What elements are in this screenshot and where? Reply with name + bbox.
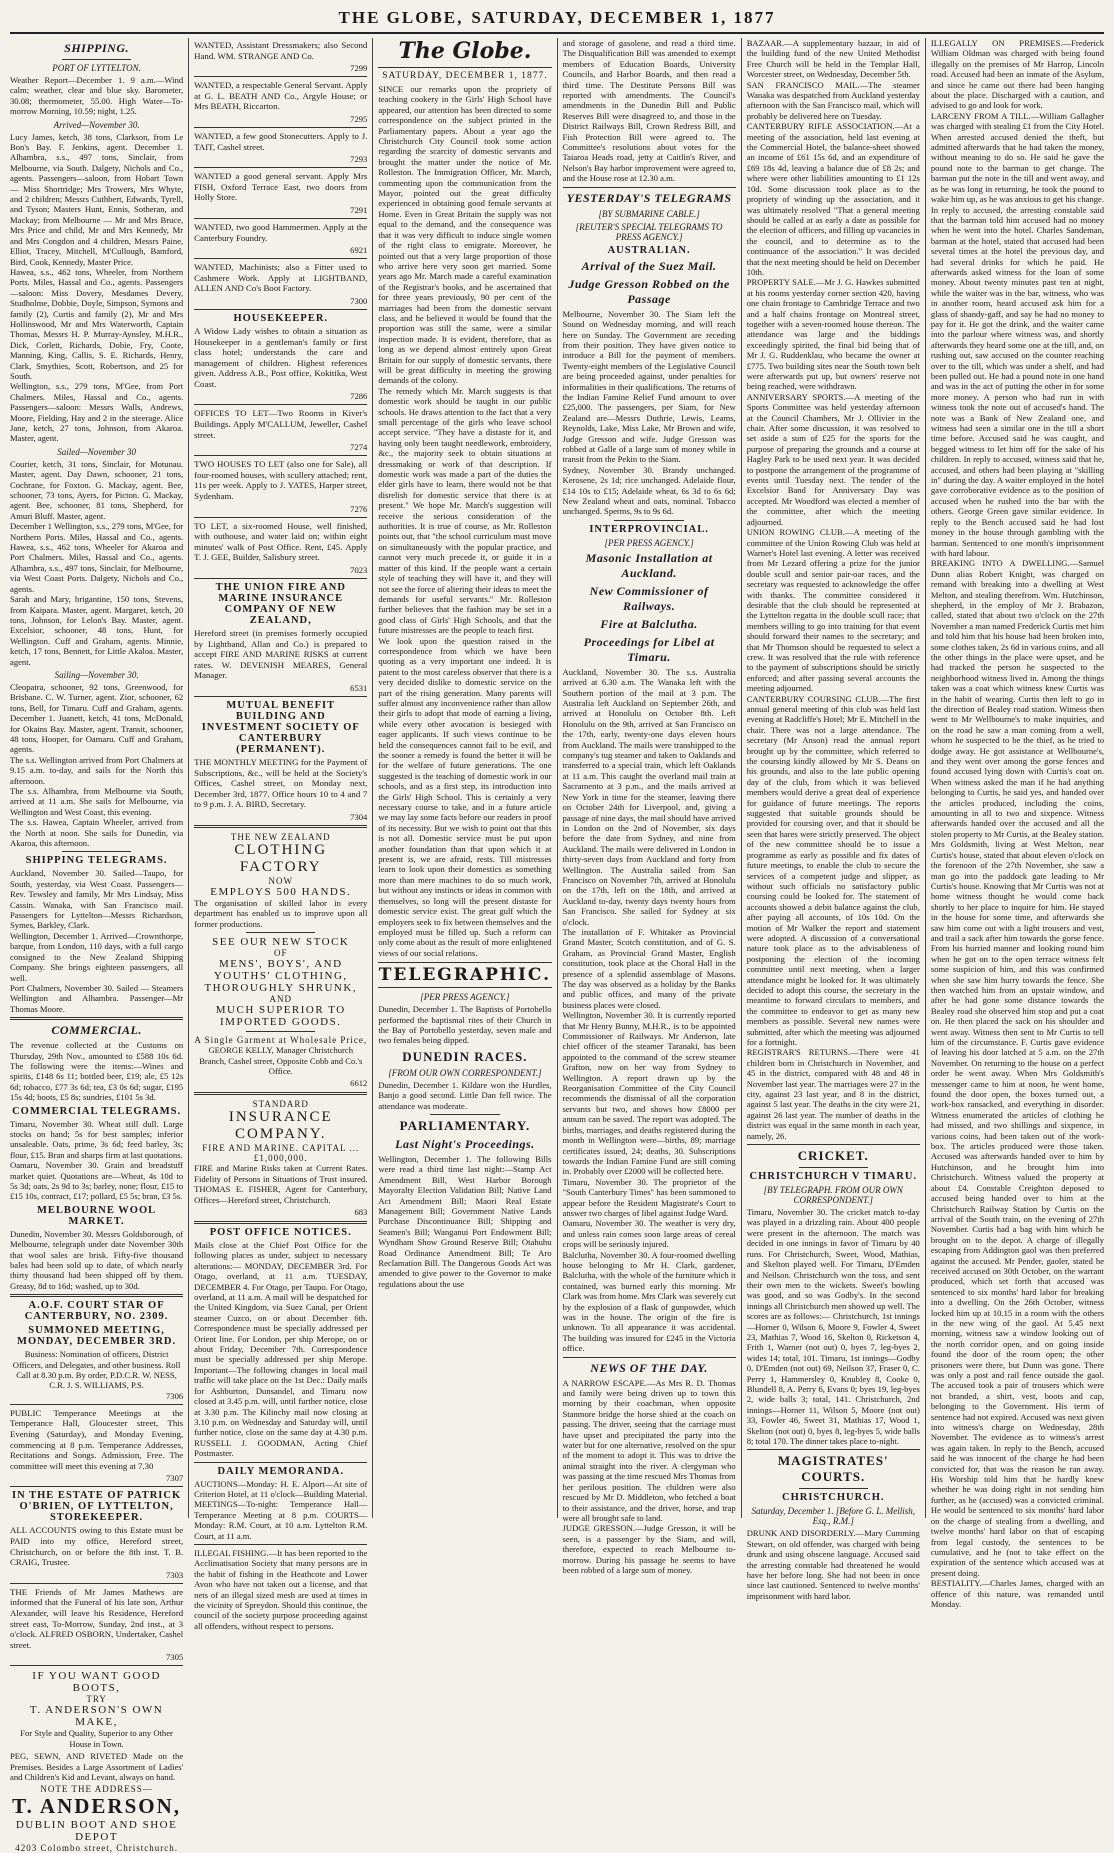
divider: [194, 76, 367, 77]
divider: [10, 1294, 183, 1297]
parliamentary-text: Wellington, December 1. The following Bills were read a third time last night:—Stamp Act Amendment Bill, West Harbor Borough Mayoralty Election Validation Bill; Native Land Act Amendment Bill; Maori Real Estate Management Bill; Government Native Lands Purchase Discontinuance Bill; Shipping and Seamen's Bill; Wanganui Port Endowment Bill; Wyndham Show Ground Reserve Bill; Otahuhu Road Ordinance Amendment Bill; Te Aro Reclamation Bill. The Dangerous Goods Act was amended to give power to the Governor to make regulations about the use: [378, 1153, 552, 1289]
divider: [194, 218, 367, 219]
divider: [799, 1167, 868, 1168]
press-agency-note: [PER PRESS AGENCY.]: [420, 992, 510, 1003]
news-item: JUDGE GRESSON.—Judge Gresson, it will be seen, is a passenger by the Siam, and will, therefore, expected to reach Melbourne to-morrow. During his passage he seems to have been robbed of a large sum of money.: [562, 1523, 736, 1575]
wanted-ad: WANTED, a respectable General Servant. Apply at G. L. BEATH AND Co., Argyle House; or Mrs BEATH, Riccarton.: [194, 80, 368, 112]
shipping-note: The s.s. Hawea, Captain Wheeler, arrived from the North at noon. She sails for Dunedin, via Akaroa, this afternoon.: [10, 817, 184, 849]
shipping-telegrams-heading: SHIPPING TELEGRAMS.: [25, 855, 168, 867]
summoned-meeting: SUMMONED MEETING, MONDAY, DECEMBER 3RD.: [17, 1325, 177, 1348]
divider: [747, 1144, 920, 1145]
divider: [62, 851, 131, 852]
divider: [194, 309, 367, 310]
ad-number: 7293: [350, 154, 368, 165]
balclutha-telegram: Balclutha, November 30. A four-roomed dwelling house belonging to Mr H. Clark, gardener, Balclutha, with the whole of the furniture which it contained, was burned early this morning. Mr Clark was from home. Mrs Clark was severely cut by the explosion of a flask of gunpowder, which was in the house. The origin of the fire is unknown. To all appearance it was accidental. The building was insured for £245 in the Victoria office.: [562, 1249, 736, 1354]
masonic-text: The installation of F. Whitaker as Provincial Grand Master, Scotch constitution, and of G. S. Graham, as Provincial Grand Master, English constitution, took place at the Choral Hall in the presence of a splendid assemblage of Masons. The day was observed as a holiday by the Banks and public offices, and many of the private business places were closed.: [562, 926, 736, 1010]
clothing-line: AND: [269, 994, 292, 1005]
masthead-title: THE GLOBE,: [338, 8, 464, 27]
ad-number: 7023: [350, 565, 368, 575]
interprovincial-heading: INTERPROVINCIAL.: [589, 523, 709, 535]
estate-heading: IN THE ESTATE OF PATRICK O'BRIEN, OF LYTTELTON, STOREKEEPER.: [12, 1490, 182, 1524]
correspondent-note: [FROM OUR OWN CORRESPONDENT.]: [388, 1067, 542, 1078]
divider: [194, 578, 367, 579]
wellington-arrival: Wellington, s.s., 279 tons, M'Gee, from Port Chalmers. Miles, Hassal and Co., agents. Passengers—saloon: Messrs Walls, Andrews, Moore, Fielding, Hay and 2 in the steerage. Alice Jane, ketch, 27 tons, Johnson, from Akaroa. Master, agent.: [10, 381, 184, 444]
ad-number: 7306: [165, 1390, 184, 1401]
wanted-ad: WANTED, Assistant Dressmakers; also Second Hand. WM. STRANGE AND Co.: [194, 40, 368, 61]
masthead: [10, 6, 1104, 34]
housekeeper-heading: HOUSEKEEPER.: [233, 312, 329, 324]
news-item: UNION ROWING CLUB.—A meeting of the committee of the Union Rowing Club was held at Warner's Hotel last evening. A letter was received from Mr Lezard offering a prize for the junior double scull and senior pair-oar races, and the secretary was requested to acknowledge the offer with thanks. The committee considered it desirable that the club should be represented at the Lyttelton regatta in the double scull race; that members willing to go into training for that event should forward their names to the secretary; and that Mr Thomson should be requested to select a crew. It was resolved that the rule with reference to the payment of subscriptions should be strictly enforced; and after passing several accounts the meeting adjourned.: [746, 527, 920, 694]
shipping-telegram: Port Chalmers, November 30. Sailed — Steamers Wellington and Alhambra. Passenger—Mr Thomas Moore.: [10, 982, 184, 1014]
divider: [430, 1114, 499, 1115]
cricket-telegraph-note: [BY TELEGRAPH. FROM OUR OWN CORRESPONDENT.]: [763, 1185, 903, 1206]
editorial-title: The Globe.: [398, 38, 532, 64]
mutual-ad: THE MONTHLY MEETING for the Payment of Subscriptions, &c., will be held at the Society's Offices, Cashel street, on Monday next, December 3rd, 1877. Office hours 10 to 4 and 7 to 9 p.m. J. A. BIRD, Secretary.: [194, 756, 368, 810]
divider: [194, 1544, 367, 1545]
news-item: SAN FRANCISCO MAIL.—The steamer Wanaka was despatched from Auckland yesterday afternoon with the San Francisco mail, which will probably be delivered here on Tuesday.: [746, 79, 920, 121]
memoranda-heading: DAILY MEMORANDA.: [217, 1465, 345, 1477]
ad-number: 7303: [165, 1569, 184, 1580]
arrived-heading: Arrived—November 30.: [53, 119, 140, 130]
clothing-line: OF: [274, 948, 288, 959]
sarah-list: Sarah and Mary, brigantine, 150 tons, Stevens, from Kaipara. Master, agent. Margaret, ketch, 20 tons, Johnson, for Lelon's Bay. Master, agent. Excelsior, schooner, 48 tons, Hunt, for Wellington. Cuff and Graham, agents. Minnie, ketch, 17 tons, Bennett, for Little Akaloa. Master, agent.: [10, 594, 184, 667]
auckland-telegram: Auckland, November 30. The s.s. Australia arrived at 6.30 a.m. The Wanaka left with the Southern portion of the mail at 3 p.m. The Australia left Auckland on September 26th, and arrived at Honolulu on October 8th. Left Honolulu on the 9th, arrived at San Francisco on the 17th, early, twenty-one days eleven hours from Auckland. The mails were transhipped to the company's tug steamer and taken to Oaklands and transferred to a special train, which left Oaklands at 11 a.m. This caught the overland mail train at Sacramento at 3 p.m., and the mails arrived at New York in time for the steamer, leaving there on October 24th for Liverpool, and, giving a passage of nine days, the mail should have arrived in London on the 2nd of November, six days before the date from Sydney, and nine from Auckland. The mails were delivered in London in thirty-seven days from Auckland and forty from Wellington. The Australia sailed from San Francisco on November 7th, arrived at Honolulu on the 17th, left on the 18th, and arrived at Auckland to-day, twenty days twenty hours from San Francisco. She sailed for Sydney at six o'clock.: [562, 666, 736, 927]
oamaru-telegram: Oamaru, November 30. The weather is very dry, and unless rain comes soon large areas of cereal crops will be seriously injured.: [562, 1218, 736, 1250]
ad-number: 7299: [350, 63, 368, 74]
clothing-line: SEE OUR NEW STOCK: [212, 936, 350, 949]
divider: [194, 1221, 367, 1224]
divider: [10, 1665, 183, 1666]
news-item: BAZAAR.—A supplementary bazaar, in aid of the building fund of the new United Methodist Free Church will be held in the Templar Hall, Worcester street, on Wednesday, December 5th.: [746, 38, 920, 80]
news-of-the-day-heading: NEWS OF THE DAY.: [590, 1360, 708, 1375]
magistrates-date: Saturday, December 1. [Before G. L. Mellish, Esq., R.M.]: [751, 1506, 916, 1527]
masthead-date: SATURDAY, DECEMBER 1, 1877: [471, 8, 776, 27]
races-heading: DUNEDIN RACES.: [402, 1048, 528, 1064]
suez-mail-heading: Arrival of the Suez Mail.: [581, 258, 717, 273]
ad-number: 683: [354, 1207, 368, 1217]
commercial-telegrams-heading: COMMERCIAL TELEGRAMS.: [12, 1105, 182, 1117]
boots-ad: [10, 1670, 183, 1853]
clothing-ad: [194, 832, 367, 1088]
commercial-heading: COMMERCIAL.: [51, 1023, 142, 1038]
wool-market: Dunedin, November 30. Messrs Goldsborough, of Melbourne, telegraph under date November 30th that wool sales are brisk. Fifty-five thousand bales had been sold up to date, of which nearly thirty thousand had been shipped off by them. Greasy, 8d to 16d; washed, up to 30d.: [10, 1228, 184, 1291]
parliamentary-heading: PARLIAMENTARY.: [399, 1117, 531, 1133]
column-5: [741, 38, 925, 1601]
boots-line: DUBLIN BOOT AND SHOE DEPOT: [15, 1819, 178, 1844]
races-text: Dunedin, December 1. Kildare won the Hurdles, Banjo a good second. Little Dan fell twice. The attendance was moderate.: [378, 1079, 552, 1111]
temperance-ad: PUBLIC Temperance Meetings at the Temperance Hall, Gloucester street, This Evening (Saturday), and Monday Evening, commencing at 8 p.m. Temperance Addresses, Recitations and Songs. Admission, Free. The committee will meet this evening at 7.30: [10, 1407, 184, 1471]
wanted-ad: WANTED, two good Hammermen. Apply at the Canterbury Foundry.: [194, 221, 368, 243]
reuter-note: [REUTER'S SPECIAL TELEGRAMS TO PRESS AGENCY.]: [575, 221, 723, 242]
houses-ad: TWO HOUSES TO LET (also one for Sale), all four-roomed houses, with scullery attached; rent, 11s per week. Apply to J. YATES, Harper street, Sydenham.: [194, 459, 368, 502]
australian-heading: AUSTRALIAN.: [607, 244, 691, 256]
standard-line: STANDARD: [252, 1099, 309, 1110]
clothing-line: CLOTHING FACTORY: [234, 841, 328, 875]
sailing-list: Cleopatra, schooner, 92 tons, Greenwood, for Brisbane. C. W. Turner, agent. Zior, schooner, 62 tons, Bell, for Timaru. Cuff and Graham, agents. December 1. Juanett, ketch, 41 tons, McDonald, for Okains Bay. Master, agent. Transit, schooner, 48 tons, Hooper, for Oamaru. Cuff and Graham, agents.: [10, 681, 184, 755]
timaru-telegram: Timaru, November 30. The proprietor of the "South Canterbury Times" has been summoned to appear before the Resident Magistrate's Court to answer two charges of libel against Judge Ward.: [562, 1176, 736, 1218]
to-let-ad: TO LET, a six-roomed House, well finished, with outhouse, and water laid on; within eight minutes' walk of Post Office. Rent, £45. Apply T. J. GEE, Builder, Salisbury street.: [194, 520, 368, 563]
clothing-line: THE NEW ZEALAND: [230, 831, 331, 842]
cricket-heading: CRICKET.: [797, 1148, 869, 1164]
news-item: REGISTRAR'S RETURNS.—There were 41 children born in Christchurch in November, and 45 in the district, compared with 48 and 48 in November last year. The marriages were 27 in the city, against 23 last year, and 8 in the district, against 5 last year. The deaths in the city were 21, against 26 last year. The number of deaths in the district was equal in the same month in each year, namely, 26.: [746, 1047, 920, 1141]
post-office-notices: Mails close at the Chief Post Office for the following places as under, subject to necessary alterations:— MONDAY, DECEMBER 3rd. For Otago, overland, at 11 a.m. TUESDAY, DECEMBER 4. For Otago, per Taupo. For Otago, overland, at 11 a.m. A mail will be despatched for the United Kingdom, via Suez Canal, per Orient steamer Cuzco, on or about December 6th. Correspondence must be specially addressed per Orient line. For London, per ship Merope, on or about Friday, December 7th. Correspondence must be specially addressed per ship Merope. Important—The following changes in local mail traffic will take place on the 1st Dec.: Daily mails for Ashburton, Dunsandel, and Timaru now closed at 3.45 p.m. will, until further notice, close at 3.30 p.m. The Kilinchy mail now closing at 3.10 p.m. on Wednesday and Saturday will, until further notice, close on the same day at 4.30 p.m. RUSSELL J. GOODMAN, Acting Chief Postmaster.: [194, 1240, 368, 1459]
divider: [194, 258, 367, 259]
divider: [194, 404, 367, 405]
divider: [563, 1357, 736, 1358]
divider: [10, 1017, 183, 1020]
clothing-line: MUCH SUPERIOR TO: [215, 1004, 346, 1017]
columns: [10, 38, 1105, 1853]
court-case: BESTIALITY.—Charles James, charged with an offence of this nature, was remanded until Monday.: [930, 1578, 1105, 1609]
ad-number: 7305: [165, 1652, 184, 1663]
housekeeper-ad: A Widow Lady wishes to obtain a situation as Housekeeper in a gentleman's family or first class hotel; understands the care and management of children. Highest references given. Address A.B., Post office, Kokitika, West Coast.: [194, 325, 368, 389]
column-3: [372, 38, 556, 1518]
cricket-match-heading: CHRISTCHURCH V TIMARU.: [749, 1171, 918, 1183]
telegraphic-heading: TELEGRAPHIC.: [378, 962, 551, 988]
news-item: ANNIVERSARY SPORTS.—A meeting of the Sports Committee was held yesterday afternoon at the Council Chambers, Mr J. Ollivier in the chair. After some discussion, it was resolved to set aside a sum of £25 for the sports for the purpose of preparing the grounds and a course at Hagley Park to be used next year. It was decided to postpone the arrangement of the programme of events until Tuesday next. The tender of the Excelsior Band for Anniversary Day was accepted. Mr Woodford was elected a member of the committee, after which the meeting adjourned.: [746, 391, 920, 527]
divider: [10, 1583, 183, 1584]
funeral-notice: THE Friends of Mr James Mathews are informed that the Funeral of his late son, Arthur Alexander, will leave his Residence, Hereford street east, To-Morrow, Sunday, 2nd inst., at 3 o'clock. ALFRED OSBORN, Undertaker, Cashel street.: [10, 1586, 184, 1650]
shipping-note: The s.s. Wellington arrived from Port Chalmers at 9.15 a.m. to-day, and sails for the North this afternoon.: [10, 754, 184, 786]
wellington-telegram: Wellington, November 30. It is currently reported that Mr Henry Bunny, M.H.R., is to be appointed Commissioner of Railways. Mr Anderson, late chief officer of the steamer Taranaki, has been appointed to the command of the screw steamer Grafton, now on her way from Sydney to Wellington. A report drawn up by the Reorganisation Committee of the City Council recommends the dismissal of all the corporation servants but two, and shows how £8000 per annum can be saved. The report was adopted. The births, marriages, and deaths registered during the month in Wellington were—births, 89; marriage certificates issued, 24; deaths, 30. Subscriptions towards the Indian Famine Fund are still coming in. Probably over £2000 will be collected here.: [562, 1010, 736, 1177]
mutual-heading: MUTUAL BENEFIT BUILDING AND INVESTMENT SOCIETY OF CANTERBURY (PERMANENT).: [201, 699, 360, 755]
divider: [246, 1031, 315, 1032]
news-item: CANTERBURY RIFLE ASSOCIATION.—At a meeting of the association, held last evening at the Commercial Hotel, the balance-sheet showed an income of £61 15s 6d, and an expenditure of £69 18s 4d, leaving a balance due of £8 2s; and where were other liabilities amounting to £1 12s 10d. Some discussion took place as to the propriety of winding up the association, and it was ultimately resolved "That a general meeting should be called at as early a date as possible for the election of officers, and filling up vacancies in the council, and to determine as to the continuance of the association." It was decided that the next meeting should be held on December 10th.: [746, 121, 920, 277]
arrivals: Lucy James, ketch, 38 tons, Clarkson, from Le Bon's Bay. F. Jenkins, agent. December 1. Alhambra, s.s., 497 tons, Sinclair, from Melbourne, via South. Dalgety, Nichols and Co., agents. Passengers—saloon, from Hobart Town — Miss Shortridge; Mrs Trowers, Mrs Whyte, and 2 children; Messrs Cuthbert, Edwards, Tyrell, and Tyson; Masters Hunt, Ennis, Sotheran, and Mackay; from Melbourne — Mr and Mrs Bruce, Mrs Price and child, Mr and Mrs Kennedy, Mr and Mrs Congdon and 4 children, Messrs Paine, Elliot, Tracey, Mitchell, M'Cullough, Bamford, Bird, Cook, Kennedy, Master Price.: [10, 131, 184, 267]
editorial-paragraph: We look upon the question raised in the correspondence from which we have been quoting as a very important one indeed. It is patent to the most careless observer that there is a very decided dislike to domestic service on the part of the rising generation. Many parents will suffer almost any inconvenience rather than allow their girls to adopt that mode of earning a living, while every other avocation is besieged with eager applicants. If such views continue to be held the consequences cannot fail to be evil, and the sooner a remedy is found the better it will be for the welfare of future generations. The one suggested is the teaching of domestic work in our schools, and as a first step, its introduction into the Girls' High School. This is certainly a very necessary course to take, and in a future article we may lay some facts before our readers in proof of its necessity. But we wish to point out that this is not all. Domestic service must be put upon another foundation than that upon which it at present is, we are afraid, rests. Till mistresses learn to look upon their domestics as something more than mere machines to do so much work, but without any instincts or ideas in common with themselves, so long will the present distaste for domestic service exist. The great gulf which the employers seek to fix between themselves and the employed must be filled up. Such a reform can only come about as the result of more enlightened views of our social relations.: [378, 635, 552, 958]
wool-heading: MELBOURNE WOOL MARKET.: [37, 1204, 157, 1227]
sailed-dec1: December 1 Wellington, s.s., 279 tons, M'Gee, for Northern Ports. Miles, Hassal and Co., agents. Hawea, s.s., 462 tons, Wheeler for Akaroa and Port Chalmers. Miles, Hassal and Co., agents. Alhambra, s.s., 497 tons, Sinclair, for Melbourne, via West Coast Ports. Dalgety, Nichols and Co., agents.: [10, 521, 184, 594]
clothing-line: IMPORTED GOODS.: [220, 1016, 342, 1029]
estate-notice: ALL ACCOUNTS owing to this Estate must be PAID into my office, Hereford street, Christchurch, on or before the 8th inst. T. B. CRAIG, Trustee.: [10, 1525, 184, 1568]
weather-report: Weather Report—December 1. 9 a.m.—Wind calm; weather, clear and blue sky. Barometer, 30.08; thermometer, 55.00. High Water—To-morrow Morning, 10.59; night, 1.25.: [10, 75, 184, 117]
ad-number: 7286: [350, 391, 368, 402]
court-case: DRUNK AND DISORDERLY.—Mary Cumming Stewart, on old offender, was charged with being drunk and using obscene language. Accused said the arresting constable had threatened he would have her before long. She had not been in once since last cautioned. Sentenced to twelve months' imprisonment with hard labor.: [746, 1528, 920, 1601]
judge-gresson-heading: Judge Gresson Robbed on the Passage: [568, 276, 730, 306]
divider: [799, 1488, 868, 1489]
divider: [10, 1486, 183, 1487]
clothing-line: NOW: [268, 875, 293, 886]
union-heading: THE UNION FIRE AND MARINE INSURANCE COMPANY OF NEW ZEALAND,: [215, 582, 346, 626]
divider: [246, 932, 315, 933]
wanted-ad: WANTED, Machinists; also a Fitter used to Cashmere Work. Apply at LIGHTBAND, ALLEN AND Co's Boot Factory.: [194, 262, 368, 294]
parliamentary-subheading: Last Night's Proceedings.: [395, 1136, 535, 1151]
ad-number: 7304: [350, 811, 368, 822]
divider: [194, 167, 367, 168]
standard-line: FIRE AND MARINE. CAPITAL ... £1,000,000.: [202, 1143, 360, 1164]
boots-line: T. ANDERSON,: [12, 1794, 182, 1819]
clothing-line: A Single Garment at Wholesale Price,: [194, 1035, 368, 1046]
divider: [194, 127, 367, 128]
masonic-heading: Masonic Installation at Auckland.: [585, 550, 713, 580]
shipping-telegram: Auckland, November 30. Sailed—Taupo, for South, yesterday, via West Coast. Passengers—Rev. Tewsley and family, Mr Mrs Lindsay, Miss Cassin. Wanaka, with San Francisco mail. Passengers for Lyttelton—Messrs Richardson, Symes, Barkley, Clark.: [10, 868, 184, 931]
news-item: A NARROW ESCAPE.—As Mrs R. D. Thomas and family were being driven up to town this morning by their coachman, when opposite Stanmore bridge the horse shied at the coach on passing. The driver, seeing that the carriage must have upset and precipitated the party into the water but for one alternative, resolved on the spur of the moment to adopt it. This was to drive the animal straight into the river. A clergyman who was passing at the time rescued Mrs Thomas from her perilous position. The children were also rescued by Mr D. Middleton, who fetched a boat to their assistance, and the driver, horse, and trap were all brought safe to land.: [562, 1377, 736, 1523]
clothing-line: The organisation of skilled labor in every department has enabled us to improve upon all former productions.: [194, 897, 368, 929]
commercial-text: The revenue collected at the Customs on Thursday, 29th Nov., amounted to £588 10s 6d. The following were the items:—Wines and spirits, £148 6s 11; bottled beer, £19; ale, £5 12s 6d; tobacco, £77 3s 6d; tea, £3 0s 6d; sugar, £195 15s 4d; boots, £5 8s; sundries, £101 5s 3d.: [10, 1040, 184, 1103]
divider: [194, 1092, 367, 1095]
column-6: [925, 38, 1105, 1609]
divider: [194, 825, 367, 828]
port-heading: PORT OF LYTTELTON.: [52, 63, 141, 73]
daily-memoranda: AUCTIONS—Monday: H. E. Alport—At site of Criterion Hotel, at 11 o'clock—Building Material. MEETINGS—To-night: Temperance Hall—Temperance Meeting at 8 p.m. COURTS—Monday: R.M. Court, at 10 a.m. Lyttelton R.M. Court, at 11 a.m.: [194, 1478, 368, 1541]
standard-line: FIRE and Marine Risks taken at Current Rates. Fidelity of Persons in Situations of Trust insured. THOMAS E. FISHER, Agent for Canterbury, Offices—Hereford street, Christchurch.: [194, 1163, 368, 1205]
magistrates-place: CHRISTCHURCH.: [781, 1492, 885, 1504]
ad-number: 6921: [350, 245, 368, 256]
ad-number: 6531: [350, 682, 368, 693]
sailed-heading: Sailed—November 30: [57, 446, 136, 457]
union-ad: Hereford street (in premises formerly occupied by Lightband, Allan and Co.) is prepared to accept FIRE AND MARINE RISKS at current rates. W. DEVENISH MEARES, General Manager.: [194, 628, 368, 681]
aof-heading: A.O.F. COURT STAR OF CANTERBURY, NO. 2309.: [24, 1300, 169, 1323]
standard-insurance-ad: [194, 1099, 367, 1217]
cricket-report: Timaru, November 30. The cricket match to-day was played in a drizzling rain. About 400 people were present in the afternoon. The match was decided in one innings in favor of Timaru by 40 runs. For Christchurch, Sweet, Wood, Mathias, and Skelton played well. For Timaru, D'Emden and Neilson. Christchurch won the toss, and sent their own men to the wickets. Sweet's bowling was good, and so was Godby's. In the second innings all Christchurch men showed up well. The scores are as follows:— Christchurch, 1st innings—Horner 0, Wilson 6, Moore 9, Fowler 4, Sweet 23, Mathias 7, Wood 16, Skelton 0, Ricketson 4, Frith 1, Warner (not out) 0, byes 7, leg-byes 2, wides 14; total, 101. Timaru, 1st innings—Godby 0, D'Emden (not out) 69, Neilson 37, Fraser 0, C. Perry 1, Hammersley 0, Knubley 8, Cooke 0, Blundell 8, A. Perry 6, Evans 0; byes 19, leg-byes 2, wide balls 3; total, 141. Christchurch, 2nd innings—Horner 11, Wilson 5, Moore (not out) 33, Fowler 46, Sweet 31, Mathias 17, Wood 1, Skelton (not out) 0, byes 8, leg-byes 5, wide balls 8; total 170. The dinner takes place to-night.: [746, 1207, 920, 1446]
wanted-ad: WANTED, a few good Stonecutters. Apply to J. TAIT, Cashel street.: [194, 130, 368, 152]
divider: [194, 696, 367, 697]
submarine-cable-note: [BY SUBMARINE CABLE.]: [598, 208, 700, 219]
divider: [614, 520, 683, 521]
divider: [747, 1449, 920, 1450]
court-case: ILLEGALLY ON PREMISES.—Frederick William Oldman was charged with being found illegally on the premises of Mr Harrop, Lincoln road. Accused had been an inmate of the Asylum, and since he came out there had been hanging about the place. Discharged with a caution, and advised to go and look for work.: [930, 38, 1105, 111]
ad-number: 7276: [350, 503, 368, 514]
boots-line: PEG, SEWN, AND RIVETED Made on the Premises. Besides a Large Assortment of Ladies' and Children's Kid and Levant, always on hand.: [10, 1751, 184, 1782]
ad-number: 7307: [165, 1473, 184, 1484]
clothing-line: THOROUGHLY SHRUNK,: [204, 982, 358, 995]
boots-line: T. ANDERSON'S OWN MAKE,: [29, 1704, 164, 1729]
sailing-heading: Sailing—November 30.: [54, 669, 139, 680]
sailed-list: Courier, ketch, 31 tons, Sinclair, for Motunau. Master, agent. Day Dawn, schooner, 21 tons, Cochrane, for Foxton. G. Mackay, agent. Bee, schooner, 73 tons, Ayers, for Picton. G. Mackay, agent. Bee, schooner, 81 tons, Shepherd, for Amuri Bluff. Master, agent.: [10, 458, 184, 521]
court-case: BREAKING INTO A DWELLING.—Samuel Dunn alias Robert Knight, was charged on remand with breaking into a dwelling at West Melton, and stealing therefrom. Wm. Hutchinson, shepherd, in the employ of Mr J. Brabazon, called, stated that about two o'clock on the 27th November a man named Frederick Curtis met him and told him that his house had been broken into, some clothes taken, 2s 6d in various coins, and all the other things in the place were upset, and he had tracked the person he suspected to the neighborhood witness lived in. Among the things taken was a coat which witness knew Curtis was in the habit of wearing. Curtis then left to go in the direction of Bealey road station. Witness then went to Mr Wellbourne's to make inquiries, and on the road he saw a man coming from a well, whom he suspected to be the thief, as he tried to dodge away. He got assistance at Wellbourne's, and they went over among the gorse fences and found accused lying down with Curtis's coat on. When witness asked the man if he had anything belonging to Curtis, he said yes, and handed over the articles produced, including the coins, amounting in all to two and sixpence. Witness afterwards handed over the accused and all the stolen property to Mr Curtis, at the Bealey station. Mrs Goldsmith, living at West Melton, near Curtis's house, stated that about eleven o'clock on the forenoon of the 27th November, she saw a man go into the paddock gate leading to Mr Curtis's house. Knowing that Mr Curtis was not at home witness thought he would come back shortly to her place to inquire for him. He stayed in the house for some time, and afterwards she saw him come out with a light trousers and vest, and trail a sack after him towards the gorse fence. From his hurried manner and looking round him when he got on to the open terrace witness felt some suspicion of him, and this was confirmed when she saw him hurry towards the fence. She then watched him from an upstair window, and after he had gone some distance towards the Bealey road she observed him stop and put a coat on. He then placed the sack on his shoulder and went away. Witness then sent to Mr Curtis to tell him of the circumstance. F. Curtis gave evidence of leaving his door latched at 5 a.m. on the 27th November. On returning to the house on a perfect order he went away. When Mrs Goldsmith's messenger came to him at noon, he went home, found the door open, the boxes turned out, a work-box ransacked, and everything in disorder. Witness enumerated the articles of clothing he had missed, and two shillings and sixpence, in various coins, had been taken out of the work-box. The articles produced were those taken. Accused was afterwards handed over to him by Hutchinson, and he brought him into Christchurch. Witness valued the property at about £4. Constable Creighton deposed to accused being handed over to him at the Christchurch Railway Station by Curtis on the arrival of the South train, on the evening of 27th November. Curtis had a bag with him which he brought on to the depot. A charge of illegally escaping from Addington gaol was then preferred against the accused. Mr Pender, gaoler, stated he received accused on 30th October, on the warrant produced, which set forth that accused was sentenced to six months' hard labor for breaking into a dwelling. On the 26th October, witness locked him up at 10.15 in a room with the others in the new wing of the gaol. At 5.45 next morning, witness saw a window looking out of the north corridor open, and on going inside found the door of the room open; the other prisoners were there, but Dunn was gone. There was only a post and rail fence outside the gaol. The accused took a pair of trousers which were not branded, a shirt, vest, boots and cap, belonging to the Government. His term of sentence had not expired. Accused was next given into witness's charge on Wednesday, 28th November. The evidence as to witness's arrest was again taken. In reply to the Bench, accused said he was innocent of the charge he had been convicted for, that was the reason he ran away. His Worship told him that he hardly knew whether he was doing right in not sending him further, as he (accused) was a convicted criminal. He would be sentenced to six months' hard labor on the charge of stealing from a dwelling, and twelve months' hard labor on that of escaping from legal custody, the sentences to be cumulative, and he (not to take effect on the expiration of the sentence which accused was at present doing.: [930, 558, 1105, 1578]
divider: [194, 1462, 367, 1463]
hawea-arrival: Hawea, s.s., 462 tons, Wheeler, from Northern Ports. Miles, Hassal and Co., agents. Passengers—saloon: Miss Dovery, Mesdames Devery, Studholme, Dobbie, Doyle, Simpson, Symons and family (2), Curtis and family (2), Mr and Mrs Hollinswood, Mr and Mrs Waterworth, Captain Thomas, Messrs H. P. Murray-Aynsley, M.H.R., Dick, Corlett, Richards, Dobie, Fry, Coote, Manning, King, Callis, S. E. Richards, Henry, Clark, Smythies, Scott, Robertson, and 25 for South.: [10, 266, 184, 381]
ad-number: 6612: [350, 1078, 368, 1089]
ad-number: 7295: [350, 113, 368, 124]
divider: [10, 1404, 183, 1405]
fire-heading: Fire at Balclutha.: [600, 616, 698, 631]
court-case: LARCENY FROM A TILL.—William Gallagher was charged with stealing £1 from the City Hotel. When arrested accused denied the theft, but admitted afterwards that he had taken the money, without meaning to do so. He said he gave the pound note to the barman to get change. The barman put the note in the till and went away, and as he was long in returning, he took the pound to wake him up, as he was anxious to get his change. In reply to accused, the arresting constable said that the barman told him accused had no money when he went into the hotel. Charles Sandeman, barman at the hotel, stated that accused had been several times at the hotel the previous day, and had several drinks for which he paid. He afterwards asked witness for the loan of some money. About twenty minutes past ten at night, while the waiter was in the bar, witness, who was in another room, heard accused ask him for a glass of shandy-gaff, and say he had no money to pay for it. He got the drink, and the waiter came into the parlour where witness was, and shortly afterwards they heard some one at the till, and, on rushing out, saw accused on the counter reaching over to the till, which was under a shelf, and had been pulled out. He had a pound note in one hand and was in the act of putting the other in for some more money. A person who had run in with witness took the note out of accused's hand. The note was a Bank of New Zealand one, and witness had seen a similar one in the till a short time before. Accused said he was caught, and begged witness to let him off for the sake of his children. In reply to accused, witness said that he, accused, and others had been playing at "skilling in" during the day. A waiter employed in the hotel gave corroborative evidence as to the position of accused when he rushed into the bar with the others. George Green gave similar evidence. In reply to the Bench accused said he had lost money in the house through gambling with the barman. Sentenced to one month's imprisonment with hard labour.: [930, 110, 1105, 558]
column-1: [10, 38, 188, 1853]
libel-heading: Proceedings for Libel at Timaru.: [583, 634, 715, 664]
press-agency-note: [PER PRESS AGENCY.]: [604, 537, 694, 548]
oamaru-market: Oamaru, November 30. Grain and breadstuff market quiet. Quotations are—Wheat, 4s 10d to 5s 3d; oats, 2s 9d to 3s; barley, none; flour, £15 to £15 10s, contract, £17; pollard, £5 5s; bran, £3 5s.: [10, 1160, 184, 1202]
column-2: [188, 38, 372, 1631]
editorial-date: SATURDAY, DECEMBER 1, 1877.: [382, 71, 548, 81]
offices-ad: OFFICES TO LET—Two Rooms in Kiver's Buildings. Apply M'CALLUM, Jeweller, Cashel street.: [194, 408, 368, 440]
telegram-text: Dunedin, December 1. The Baptists of Portobello performed the baptismal rites of their Church in the Bay of Portobello yesterday, seven male and two females being dipped.: [378, 1004, 552, 1046]
boots-line: NOTE THE ADDRESS—: [40, 1784, 153, 1795]
ad-number: 7300: [350, 295, 368, 306]
divider: [194, 517, 367, 518]
divider: [194, 455, 367, 456]
ad-number: 7291: [350, 204, 368, 215]
shipping-note: The s.s. Alhambra, from Melbourne via South, arrived at 11 a.m. She sails for Melbourne, via Wellington and West Coast, this evening.: [10, 786, 184, 817]
melbourne-telegram: Melbourne, November 30. The Siam left the Sound on Wednesday morning, and will reach here on Sunday. The Government are receding from their position. They have given notice to introduce a Bill for the payment of members. Twenty-eight members of the Legislative Council are being proceeded against, under penalties for informalities in their qualifications. The returns of the Indian Famine Relief Fund amount to over £25,000. The passengers, per Siam, for New Zealand are—Messrs Duthrie, Lewis, Leams, Reynolds, Lake, Miss Lake, Mr Brown and wife, Judge Gresson and wife. Judge Gresson was robbed at Galle of a large sum of money while in transit from the Pekin to the Siam.: [562, 308, 736, 465]
editorial-paragraph: The remedy which Mr. March suggests is that domestic work should be taught in our public schools. He draws attention to the fact that a very small percentage of the girls who leave school accept service. "They have a distaste for it, and having only been taught needlework, embroidery, &c., the majority seek to obtain situations at dressmaking or work of that description. If domestic work was made a part of the duties the elder girls have to learn, there would not be that disrelish for domestic service that there is at present." We hope Mr. March's suggestion will receive the serious consideration of the authorities. It is true of course, as Mr. Rolleston points out, that "the school curriculum must move on simultaneously with the popular practice, and cannot very much precede it, or guide it in a matter of this kind. If the people want a certain style of teaching they will have it, and they will not see the force of altering their ideas to meet the demands for useful servants." Mr. Rolleston further believes that the fashion may be set in a good class of Girls' High Schools, and that the future mistresses are the people to teach first.: [378, 385, 552, 636]
commercial-telegram: Timaru, November 30. Wheat still dull. Large stocks on hand; 5s for best samples; inferior unsaleable. Oats, prime, 3s 6d; feed barley, 3s; flour, £15. Bran and sharps firm at last quotations.: [10, 1118, 184, 1160]
divider: [563, 187, 736, 188]
boots-line: TRY: [86, 1694, 107, 1705]
boots-line: 4203 Colombo street, Christchurch.: [15, 1843, 178, 1853]
divider: [378, 67, 551, 68]
magistrates-heading: MAGISTRATES' COURTS.: [777, 1453, 889, 1485]
clothing-line: MENS', BOYS', AND YOUTHS' CLOTHING,: [213, 958, 348, 983]
standard-line: INSURANCE COMPANY.: [228, 1109, 333, 1143]
ad-number: 7274: [350, 442, 368, 453]
wanted-ad: WANTED a good general servant. Apply Mrs FISH, Oxford Terrace East, two doors from Holly Store.: [194, 171, 368, 203]
divider: [62, 59, 131, 60]
sydney-telegram: Sydney, November 30. Brandy unchanged. Kerosene, 2s 1d; rice unchanged. Adelaide flour, £14 10s to £15; Adelaide wheat, 6s 3d to 6s 6d; New Zealand wheat and oats, nominal. Tobacco unchanged. Sperms, 9s to 9s 6d.: [562, 464, 736, 517]
illegal-fishing: ILLEGAL FISHING.—It has been reported to the Acclimatisation Society that many persons are in the habit of fishing in the Heathcote and Lower Avon who have not taken out a license, and that nets of an illegal sized mesh are used at times in the vicinity of Spreydon. Should this continue, the council of the society purpose proceeding against all offenders, without respect to persons.: [194, 1547, 368, 1631]
yesterdays-telegrams-heading: YESTERDAY'S TELEGRAMS: [566, 190, 732, 205]
railways-heading: New Commissioner of Railways.: [589, 583, 709, 613]
news-item: PROPERTY SALE.—Mr J. G. Hawkes submitted at his rooms yesterday corner section 420, having one chain frontage to Cambridge Terrace and two and a half chains frontage on Montreal street, together with a seven-roomed house thereon. The attendance was large and the biddings exceedingly spirited, the final bid being that of Mr J. G. Ruddenklau, who became the owner at £775. Two building sites near the South town belt were afterwards put up, but owners' reserve not being reached, were withdrawn.: [746, 277, 920, 392]
news-item: CANTERBURY COURSING CLUB.—The first annual general meeting of this club was held last evening at Radcliffe's Hotel; Mr E. Mitchell in the chair. There was not a large attendance. The secretary (Mr Anson) read the annual report brought up by the committee, which referred to the coursing kindly allowed by Mr S. Deans on his grounds, and also to the late public opening day of the club, from which it was believed members would derive a great deal of experience for guidance of future meetings. The reports suggested that suitable grounds should be provided for coursing over, and that it should be seen that hares were strictly preserved. The object of the new committee should be to issue a programme as early as possible and fix dates of future meetings, to enable the club to secure the services of a competent judge and slipper, as without such officials no satisfactory public coursing could be looked for. The statement of accounts showed a debit balance against the club, after paying all accounts, of 10s 10d. On the motion of Mr Walker the report and statement were adopted. A discussion of a conversational nature took place as to the advisableness of postponing the election of the incoming committee until next meeting, when a larger attendance might be looked for. It was ultimately decided to adopt this course, the secretary in the meantime to forward circulars to members, and the committee to endeavor to get as many new members as possible. Several new names were submitted, after which the meeting was adjourned for a fortnight.: [746, 693, 920, 1047]
boots-line: For Style and Quality, Superior to any Other House in Town.: [20, 1728, 173, 1749]
clothing-line: EMPLOYS 500 HANDS.: [210, 885, 352, 898]
business-notice: Business: Nomination of officers, District Officers, and Delegates, and other business. Roll Call at 8.30 p.m. By order, P.D.C.R. W. NESS, C.R. J. S. WILLIAMS, P.S.: [12, 1349, 181, 1391]
column-4: [557, 38, 741, 1575]
shipping-heading: SHIPPING.: [64, 41, 129, 55]
boots-line: IF YOU WANT GOOD BOOTS,: [32, 1670, 161, 1695]
post-office-heading: POST OFFICE NOTICES.: [209, 1227, 352, 1238]
clothing-line: GEORGE KELLY, Manager Christchurch Branch, Cashel street, Opposite Cobb and Co.'s Office.: [199, 1045, 363, 1076]
parliamentary-continued: and storage of gasolene, and read a third time. The Disqualification Bill was amended to exempt members of Education Boards, University Councils, and Harbor Boards, and then read a third time. The Destitute Persons Bill was reported with amendments. The Council's amendments in the Dunedin Bill and Public Reserves Bill were disagreed to, and those in the District Railways Bill, Crown Redress Bill, and Fish Protection Bill were agreed to. The Committee's resolutions about votes for the Taiaroa Heads road, jetty at Caitlin's River, and Nelson's Bay harbor improvement were agreed to, and the House rose at 12.30 a.m.: [562, 38, 736, 184]
editorial-paragraph: SINCE our remarks upon the propriety of teaching cookery in the Girls' High School have appeared, our attention has been directed to some correspondence on the subject printed in the Parliamentary papers. About a year ago the Christchurch City Council took some action regarding the scarcity of domestic servants and brought the matter under the notice of Mr. Rolleston. The Immigration Officer, Mr. March, commenting upon the communication from the Mayor, pointed out the great difficulty experienced in obtaining good female servants at Home. Even in Great Britain the supply was not equal to the demand, and the consequence was that it was very difficult to induce single women of the right class to emigrate. Moreover, he pointed out that a very large proportion of those who arrive here very soon get married. Some years ago Mr. March made a careful examination of the Registrar's books, and he ascertained that for three years previously, 90 per cent of the marriages had been from the domestic servant class, and he believed it would be found that the proportion was still the same, were a similar inspection made. It is evident, therefore, that as long as we depend almost entirely upon Great Britain for our supply of domestic servants, there will be great difficulty in meeting the growing demands of the colony.: [378, 84, 552, 386]
shipping-telegram: Wellington, December 1. Arrived—Crownthorpe, barque, from London, 110 days, with a full cargo consigned to the New Zealand Shipping Company. She brings eighteen passengers, all well.: [10, 930, 184, 983]
